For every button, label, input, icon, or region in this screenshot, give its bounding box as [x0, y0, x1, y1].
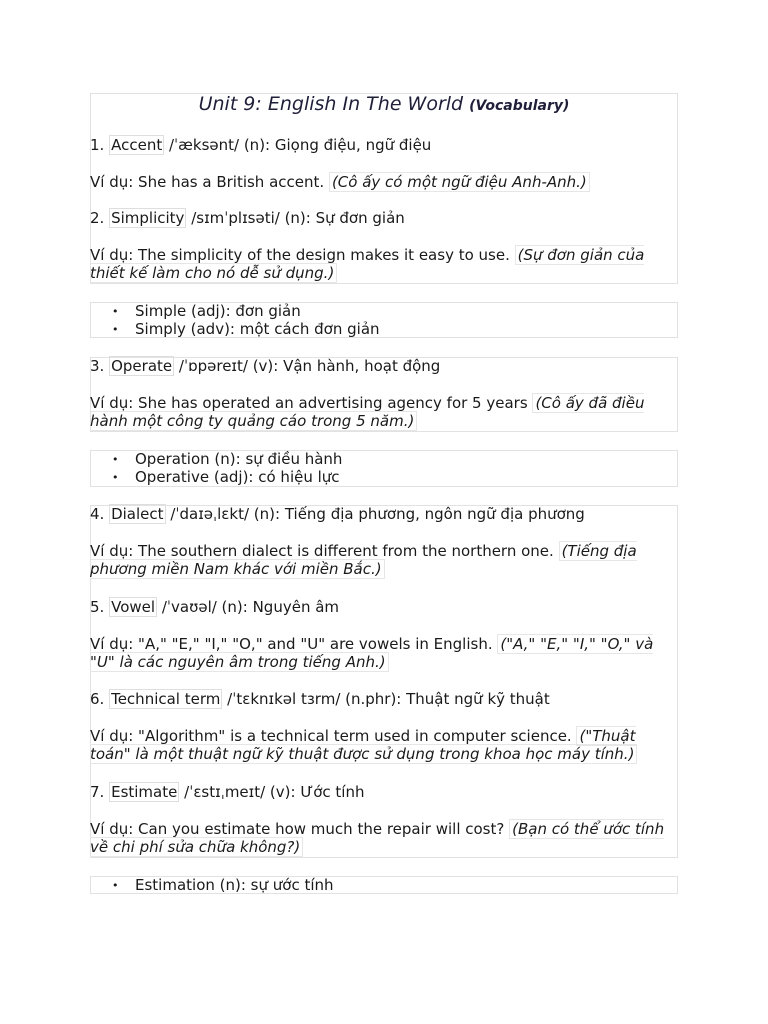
entry-2-heading	[90, 209, 680, 227]
entry-6-example	[90, 727, 680, 763]
list-item	[112, 876, 334, 895]
vocab-definition: /ˈɒpəreɪt/ (v): Vận hành, hoạt động	[178, 357, 441, 375]
example-english: Ví dụ: "Algorithm" is a technical term used in computer science.	[90, 727, 572, 745]
entry-3-example	[90, 394, 680, 430]
example-vietnamese: (Sự đơn giản của thiết kế làm cho nó dễ sử dụng.)	[90, 246, 645, 282]
bullet-icon: •	[112, 879, 119, 892]
entry-number: 7.	[90, 783, 105, 801]
entry-number: 5.	[90, 598, 105, 616]
entry-4-heading	[90, 505, 680, 523]
example-vietnamese: (Cô ấy đã điều hành một công ty quảng cáo trong 5 năm.)	[90, 394, 645, 430]
title-main: Unit 9: English In The World	[198, 93, 464, 115]
page-title	[90, 93, 678, 115]
vocab-word: Vowel	[111, 598, 156, 616]
vocab-word: Technical term	[111, 690, 221, 708]
bullet-icon: •	[112, 471, 119, 484]
vocab-definition: /ˈɛstɪˌmeɪt/ (v): Ước tính	[184, 783, 365, 801]
entry-7-heading	[90, 783, 680, 801]
example-vietnamese: (Cô ấy có một ngữ điệu Anh-Anh.)	[329, 172, 590, 192]
entry-5-heading	[90, 598, 680, 616]
list-item	[112, 468, 340, 487]
example-english: Ví dụ: She has operated an advertising agency for 5 years	[90, 394, 528, 412]
vocab-definition: /ˈæksənt/ (n): Giọng điệu, ngữ điệu	[168, 136, 432, 154]
bullet-text: Operation (n): sự điều hành	[135, 450, 343, 468]
vocab-word: Operate	[111, 357, 173, 375]
vocab-definition: /ˈvaʊəl/ (n): Nguyên âm	[161, 598, 340, 616]
example-vietnamese: ("Thuật toán" là một thuật ngữ kỹ thuật được sử dụng trong khoa học máy tính.)	[90, 727, 636, 763]
vocab-word: Accent	[111, 136, 163, 154]
entry-2-example	[90, 246, 680, 282]
list-item	[112, 320, 380, 339]
entry-number: 3.	[90, 357, 105, 375]
entry-number: 1.	[90, 136, 105, 154]
vocab-definition: /sɪmˈplɪsəti/ (n): Sự đơn giản	[191, 209, 405, 227]
entry-5-example	[90, 635, 680, 671]
entry-4-example	[90, 542, 680, 578]
bullet-icon: •	[112, 453, 119, 466]
bullet-icon: •	[112, 323, 119, 336]
vocab-word: Dialect	[111, 505, 164, 523]
example-english: Ví dụ: She has a British accent.	[90, 173, 325, 191]
example-english: Ví dụ: "A," "E," "I," "O," and "U" are vowels in English.	[90, 635, 493, 653]
example-vietnamese: (Tiếng địa phương miền Nam khác với miền Bắc.)	[90, 542, 637, 578]
vocab-word: Estimate	[111, 783, 178, 801]
example-english: Ví dụ: The southern dialect is different from the northern one.	[90, 542, 554, 560]
bullet-text: Operative (adj): có hiệu lực	[135, 468, 340, 486]
list-item	[112, 302, 301, 321]
vocab-definition: /ˈdaɪəˌlɛkt/ (n): Tiếng địa phương, ngôn ngữ địa phương	[170, 505, 585, 523]
bullet-text: Simple (adj): đơn giản	[135, 302, 301, 320]
bullet-text: Estimation (n): sự ước tính	[135, 876, 334, 894]
entry-number: 2.	[90, 209, 105, 227]
entry-1-example	[90, 173, 680, 191]
entry-3-heading	[90, 357, 680, 375]
example-vietnamese: (Bạn có thể ước tính về chi phí sửa chữa không?)	[90, 820, 665, 856]
title-sub: (Vocabulary)	[469, 98, 570, 114]
vocab-definition: /ˈtɛknɪkəl tɜrm/ (n.phr): Thuật ngữ kỹ thuật	[227, 690, 550, 708]
entry-number: 4.	[90, 505, 105, 523]
bullet-text: Simply (adv): một cách đơn giản	[135, 320, 380, 338]
entry-1-heading	[90, 136, 680, 154]
vocab-word: Simplicity	[111, 209, 185, 227]
entry-6-heading	[90, 690, 680, 708]
example-vietnamese: ("A," "E," "I," "O," và "U" là các nguyên âm trong tiếng Anh.)	[90, 635, 654, 671]
bullet-icon: •	[112, 305, 119, 318]
example-english: Ví dụ: The simplicity of the design makes it easy to use.	[90, 246, 510, 264]
example-english: Ví dụ: Can you estimate how much the repair will cost?	[90, 820, 505, 838]
entry-number: 6.	[90, 690, 105, 708]
entry-7-example	[90, 820, 680, 856]
list-item	[112, 450, 342, 469]
